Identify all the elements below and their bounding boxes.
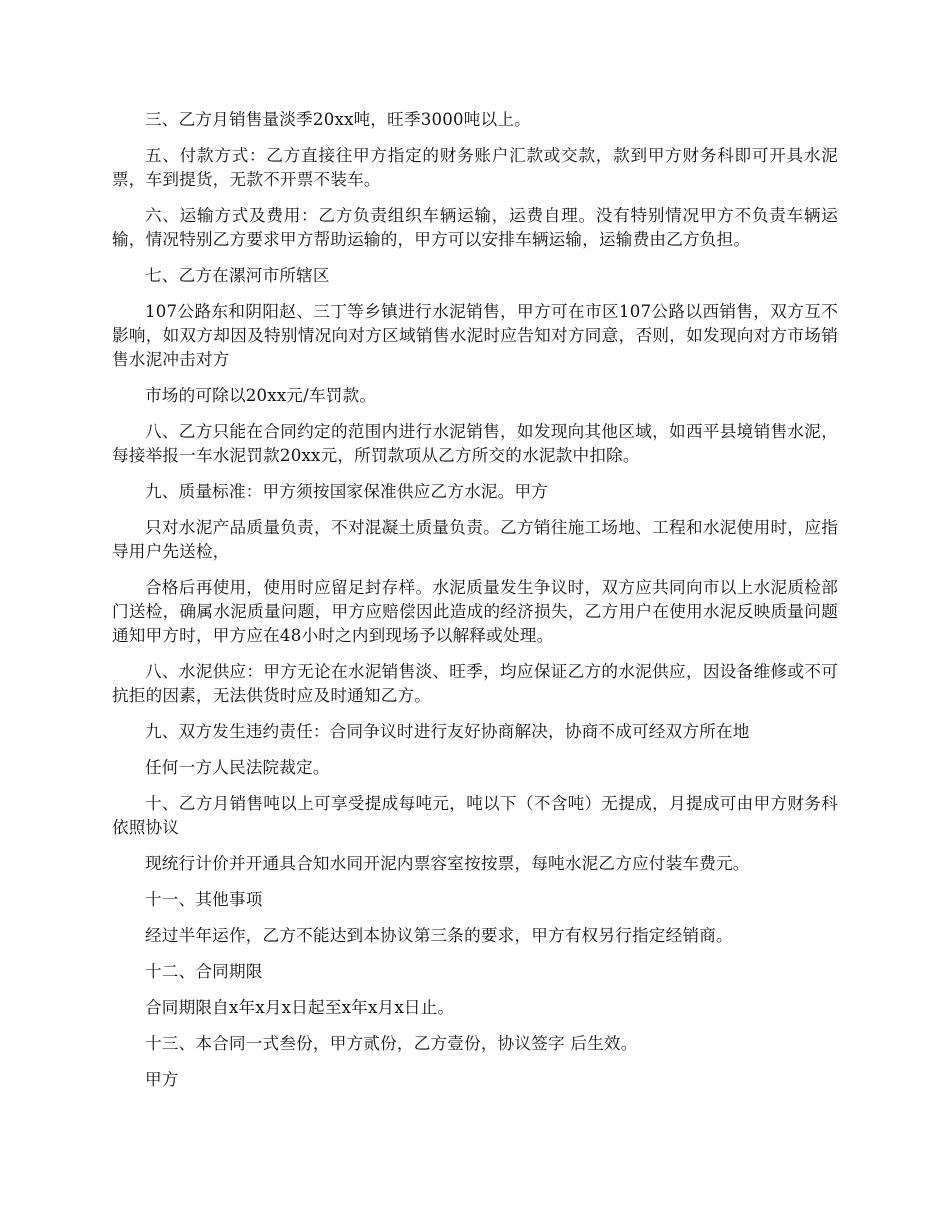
party-a-signature-label: 甲方 [145, 1070, 179, 1089]
clause-breach-liability: 九、双方发生违约责任：合同争议时进行友好协商解决，协商不成可经双方所在地 [145, 722, 750, 741]
clause-13-copies: 十三、本合同一式叁份，甲方贰份，乙方壹份，协议签字 后生效。 [145, 1034, 638, 1053]
clause-5-payment-method: 五、付款方式：乙方直接往甲方指定的财务账户汇款或交款，款到甲方财务科即可开具水泥票，车到提货，无款不开票不装车。 [112, 146, 838, 189]
clause-6-transport: 六、运输方式及费用：乙方负责组织车辆运输，运费自理。没有特别情况甲方不负责车辆运输，情况特别乙方要求甲方帮助运输的，甲方可以安排车辆运输，运输费由乙方负担。 [112, 206, 838, 249]
clause-10-commission: 十、乙方月销售吨以上可享受提成每吨元，吨以下（不含吨）无提成，月提成可由甲方财务科依照协议 [112, 794, 838, 837]
clause-10-loading-fee: 现统行计价并开通具合知水同开泥内票容室按按票，每吨水泥乙方应付装车费元。 [145, 854, 750, 873]
clause-11-heading: 十一、其他事项 [145, 890, 263, 909]
clause-12-heading: 十二、合同期限 [145, 962, 263, 981]
clause-3-monthly-sales: 三、乙方月销售量淡季20xx吨，旺季3000吨以上。 [145, 110, 531, 129]
clause-7-penalty: 市场的可除以20xx元/车罚款。 [145, 386, 377, 405]
clause-9-quality-standard: 九、质量标准：甲方须按国家保准供应乙方水泥。甲方 [145, 482, 549, 501]
clause-8-sales-scope: 八、乙方只能在合同约定的范围内进行水泥销售，如发现向其他区域，如西平县境销售水泥，每接举报一车水泥罚款20xx元，所罚款项从乙方所交的水泥款中扣除。 [112, 422, 838, 465]
clause-9-quality-dispute: 合格后再使用，使用时应留足封存样。水泥质量发生争议时，双方应共同向市以上水泥质检部门送检，确属水泥质量问题，甲方应赔偿因此造成的经济损失，乙方用户在使用水泥反映质量问题通知甲方时，甲方应在48小时之内到现场予以解释或处理。 [112, 578, 838, 645]
clause-breach-court: 任何一方人民法院裁定。 [145, 758, 330, 777]
clause-9-quality-responsibility: 只对水泥产品质量负责，不对混凝土质量负责。乙方销往施工场地、工程和水泥使用时，应指导用户先送检， [112, 518, 838, 561]
clause-12-detail: 合同期限自x年x月x日起至x年x月x日止。 [145, 998, 455, 1017]
clause-11-detail: 经过半年运作，乙方不能达到本协议第三条的要求，甲方有权另行指定经销商。 [145, 926, 733, 945]
clause-7-sales-area-detail: 107公路东和阴阳赵、三丁等乡镇进行水泥销售，甲方可在市区107公路以西销售，双方互不影响，如双方却因及特别情况向对方区域销售水泥时应告知对方同意，否则，如发现向对方市场销售水泥冲击对方 [112, 302, 838, 369]
document-body [112, 108, 838, 1104]
clause-7-sales-area-heading: 七、乙方在漯河市所辖区 [145, 266, 330, 285]
clause-cement-supply: 八、水泥供应：甲方无论在水泥销售淡、旺季，均应保证乙方的水泥供应，因设备维修或不可抗拒的因素，无法供货时应及时通知乙方。 [112, 662, 838, 705]
